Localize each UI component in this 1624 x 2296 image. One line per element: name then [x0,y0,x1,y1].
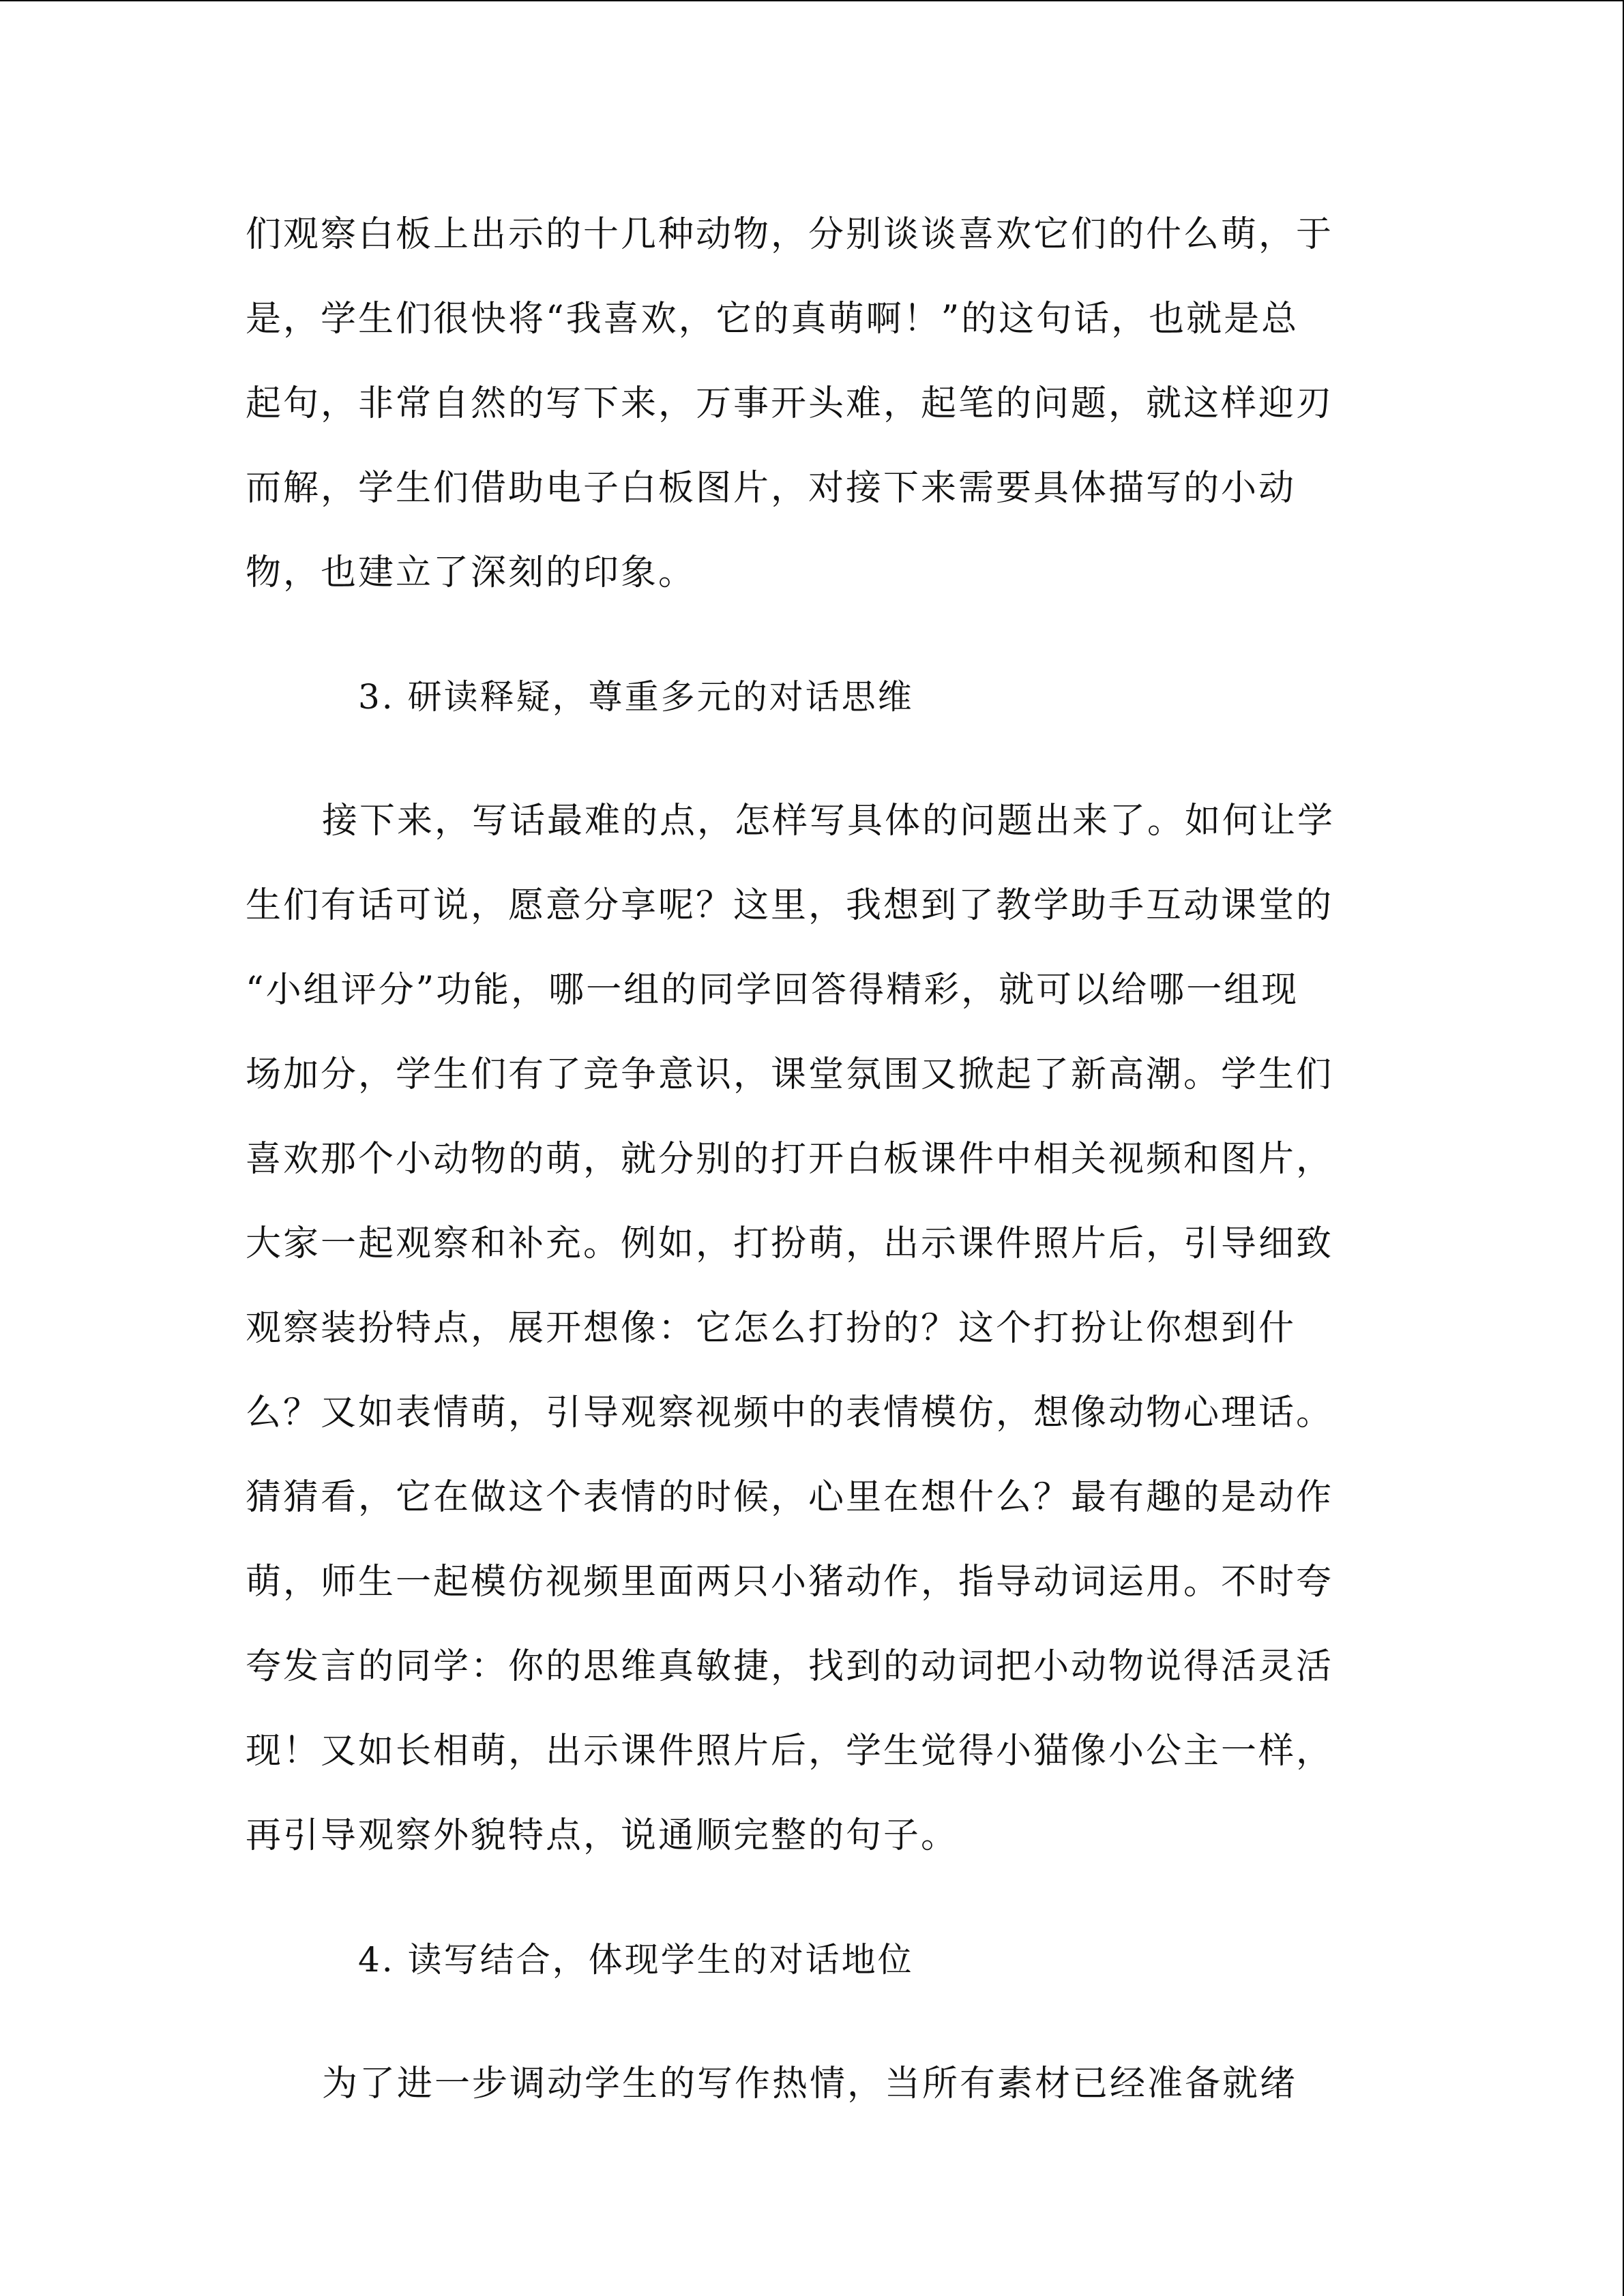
spacer [246,739,1364,779]
paragraph-2 [246,779,1364,1878]
paragraph-line: 再引导观察外貌特点，说通顺完整的句子。 [246,1815,959,1856]
spacer [246,1878,1364,1918]
section-heading-3: 3. 研读释疑，尊重多元的对话思维 [358,677,914,717]
paragraph-line: 接下来，写话最难的点，怎样写具体的问题出来了。如何让学 [322,801,1335,841]
paragraph-line: 喜欢那个小动物的萌，就分别的打开白板课件中相关视频和图片， [246,1139,1334,1180]
paragraph-line: 为了进一步调动学生的写作热情，当所有素材已经准备就绪 [322,2063,1298,2104]
paragraph-line: 么？又如表情萌，引导观察视频中的表情模仿，想像动物心理话。 [246,1392,1334,1433]
paragraph-line: 萌，师生一起模仿视频里面两只小猪动作，指导动词运用。不时夸 [246,1562,1334,1602]
paragraph-line: 而解，学生们借助电子白板图片，对接下来需要具体描写的小动 [246,468,1297,509]
paragraph-line: 起句，非常自然的写下来，万事开头难，起笔的问题，就这样迎刃 [246,383,1334,424]
paragraph-line: 生们有话可说，愿意分享呢？这里，我想到了教学助手互动课堂的 [246,885,1334,926]
paragraph-line: 猜猜看，它在做这个表情的时候，心里在想什么？最有趣的是动作 [246,1477,1334,1518]
paragraph-line: 们观察白板上出示的十几种动物，分别谈谈喜欢它们的什么萌，于 [246,214,1334,255]
paragraph-line: 观察装扮特点，展开想像：它怎么打扮的？这个打扮让你想到什 [246,1308,1297,1349]
spacer [246,2002,1364,2042]
paragraph-3 [246,2042,1364,2126]
spacer [246,615,1364,655]
paragraph-line: 物，也建立了深刻的印象。 [246,552,696,593]
document-body [246,192,1364,2126]
paragraph-1 [246,192,1364,615]
paragraph-line: 是，学生们很快将“我喜欢，它的真萌啊！”的这句话，也就是总 [246,299,1299,340]
paragraph-line: “小组评分”功能，哪一组的同学回答得精彩，就可以给哪一组现 [246,970,1299,1011]
paragraph-line: 场加分，学生们有了竞争意识，课堂氛围又掀起了新高潮。学生们 [246,1054,1334,1095]
paragraph-line: 大家一起观察和补充。例如，打扮萌，出示课件照片后，引导细致 [246,1223,1334,1264]
paragraph-line: 现！又如长相萌，出示课件照片后，学生觉得小猫像小公主一样， [246,1731,1334,1772]
section-heading-4: 4. 读写结合，体现学生的对话地位 [358,1940,914,1980]
paragraph-line: 夸发言的同学：你的思维真敏捷，找到的动词把小动物说得活灵活 [246,1646,1334,1687]
